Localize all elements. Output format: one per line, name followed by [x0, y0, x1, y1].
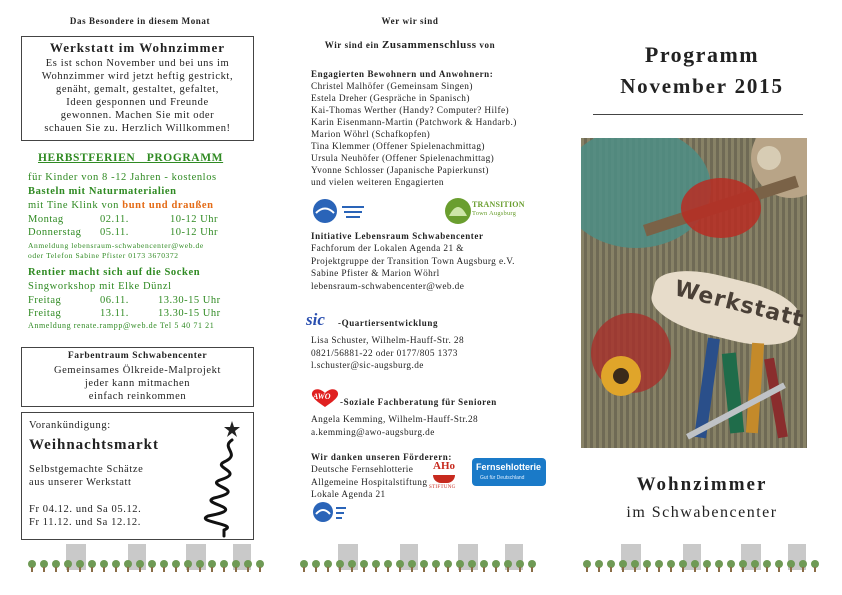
member-item: Yvonne Schlosser (Japanische Papierkunst) — [311, 166, 489, 176]
date-day: Donnerstag — [28, 227, 82, 238]
market-pre: Vorankündigung: — [29, 420, 111, 431]
tree-icon — [336, 560, 344, 572]
socks-date: 13.11. — [100, 308, 129, 319]
tree-icon — [220, 560, 228, 572]
member-item: Tina Klemmer (Offener Spielenachmittag) — [311, 142, 485, 152]
socks-time: 13.30-15 Uhr — [158, 308, 221, 319]
workshop-line: schauen Sie zu. Herzlich Willkommen! — [44, 123, 231, 134]
tree-icon — [751, 560, 759, 572]
tree-icon — [28, 560, 36, 572]
nature-date: 05.11. — [100, 227, 129, 238]
market-title: Weihnachtsmarkt — [29, 437, 160, 453]
sic-line: 0821/56881-22 oder 0177/805 1373 — [311, 348, 458, 359]
initiative-line: lebensraum-schwabencenter@web.de — [311, 281, 465, 292]
tree-icon — [739, 560, 747, 572]
workshop-line: Es ist schon November und bei uns im — [45, 58, 230, 69]
tree-icon — [655, 560, 663, 572]
tree-icon — [775, 560, 783, 572]
photo-flower-center — [613, 368, 629, 384]
member-item: Marion Wöhrl (Schafkopfen) — [311, 130, 431, 140]
nature-time: 10-12 Uhr — [170, 214, 218, 225]
tree-icon — [480, 560, 488, 572]
awo-logo: AWO — [313, 392, 331, 401]
awo-title: -Soziale Fachberatung für Senioren — [340, 397, 497, 407]
nature-highlight: bunt und draußen — [122, 200, 214, 211]
tree-icon — [715, 560, 723, 572]
aho-stiftung-logo — [427, 458, 461, 494]
panel1-header: Das Besondere in diesem Monat — [69, 16, 211, 26]
tree-icon — [432, 560, 440, 572]
intro-pre: Wir sind ein — [324, 40, 382, 50]
footer-subtitle: im Schwabencenter — [626, 504, 778, 521]
tree-icon — [112, 560, 120, 572]
nature-note: oder Telefon Sabine Pfister 0173 3670372 — [28, 251, 179, 260]
member-item: Estela Dreher (Gespräche in Spanisch) — [311, 94, 470, 104]
member-item: und vielen weiteren Engagierten — [311, 178, 444, 188]
photo-sign-text: Werkstatt — [671, 276, 807, 333]
tree-icon — [595, 560, 603, 572]
sponsors-list — [311, 464, 427, 502]
photo-red-yarn — [681, 178, 761, 238]
tree-icon — [444, 560, 452, 572]
awo-text — [311, 414, 478, 439]
tree-icon — [703, 560, 711, 572]
tree-icon — [811, 560, 819, 572]
sic-text — [311, 335, 464, 373]
awo-line: a.kemming@awo-augsburg.de — [311, 427, 435, 438]
tree-icon — [40, 560, 48, 572]
farbentraum-title: Farbentraum Schwabencenter — [67, 351, 208, 361]
lottery-logo-text: Fernsehlotterie — [476, 462, 542, 472]
aho-logo-text: AHo — [433, 460, 455, 472]
tree-icon — [124, 560, 132, 572]
market-line: Selbstgemachte Schätze — [29, 464, 144, 475]
sic-title: -Quartiersentwicklung — [338, 318, 439, 328]
tree-icon — [420, 560, 428, 572]
socks-date: 06.11. — [100, 295, 129, 306]
sic-logo: sic — [306, 310, 325, 329]
aho-logo-sub: STIFTUNG — [429, 485, 456, 490]
date-day: Montag — [28, 214, 64, 225]
tree-icon — [408, 560, 416, 572]
member-item: Kai-Thomas Werther (Handy? Computer? Hilfe) — [311, 106, 510, 116]
sic-line: l.schuster@sic-augsburg.de — [311, 361, 424, 371]
farbentraum-line: jeder kann mitmachen — [84, 378, 191, 389]
tree-icon — [160, 560, 168, 572]
tree-icon — [504, 560, 512, 572]
transition-logo-text: TRANSITION — [472, 200, 525, 209]
lottery-logo-sub: Gut für Deutschland — [480, 475, 525, 481]
tree-icon — [312, 560, 320, 572]
sponsor-item: Deutsche Fernsehlotterie — [311, 465, 414, 475]
tree-icon — [763, 560, 771, 572]
nature-note: Anmeldung lebensraum-schwabencenter@web.de — [28, 241, 204, 250]
panel2-header: Wer wir sind — [381, 16, 439, 26]
workshop-text — [21, 57, 254, 135]
tree-icon — [516, 560, 524, 572]
socks-note: Anmeldung renate.rampp@web.de Tel 5 40 71 21 — [28, 321, 215, 330]
holiday-subtitle: für Kinder von 8 -12 Jahren - kostenlos — [28, 172, 217, 183]
initiative-line: Sabine Pfister & Marion Wöhrl — [311, 269, 440, 279]
tree-icon — [468, 560, 476, 572]
tree-icon — [456, 560, 464, 572]
tree-icon — [88, 560, 96, 572]
intro-post: von — [476, 40, 496, 50]
socks-time: 13.30-15 Uhr — [158, 295, 221, 306]
sponsor-item: Lokale Agenda 21 — [311, 490, 386, 500]
socks-with: Singworkshop mit Elke Dünzl — [28, 281, 172, 292]
tree-icon — [196, 560, 204, 572]
christmas-tree-icon — [190, 418, 250, 538]
nature-with-text: mit Tine Klink von — [28, 200, 123, 211]
tree-icon — [492, 560, 500, 572]
tree-icon — [232, 560, 240, 572]
sponsor-item: Allgemeine Hospitalstiftung — [311, 477, 428, 488]
tree-icon — [52, 560, 60, 572]
workshop-line: Wohnzimmer wird jetzt heftig gestrickt, — [41, 71, 234, 82]
socks-day: Freitag — [28, 295, 62, 306]
group-title: Engagierten Bewohnern und Anwohnern: — [311, 69, 494, 79]
farbentraum-line: Gemeinsames Ölkreide-Malprojekt — [53, 365, 221, 376]
nature-date: 02.11. — [100, 214, 129, 225]
tree-icon — [324, 560, 332, 572]
member-item: Christel Malhöfer (Gemeinsam Singen) — [311, 82, 473, 92]
farbentraum-line: einfach reinkommen — [88, 391, 187, 402]
tree-icon — [76, 560, 84, 572]
tree-icon — [691, 560, 699, 572]
market-date: Fr 04.12. und Sa 05.12. — [29, 504, 142, 515]
market-line: aus unserer Werkstatt — [29, 477, 132, 488]
workshop-line: genäht, gemalt, gestaltet, gefaltet, — [55, 84, 219, 95]
initiative-text — [311, 243, 515, 293]
tree-icon — [360, 560, 368, 572]
tree-icon — [787, 560, 795, 572]
panel2-intro — [300, 39, 520, 51]
intro-bold: Zusammenschluss — [382, 39, 477, 51]
tree-icon — [727, 560, 735, 572]
tree-icon — [208, 560, 216, 572]
nature-with — [28, 200, 214, 211]
tree-icon — [372, 560, 380, 572]
awo-line: Angela Kemming, Wilhelm-Hauff-Str.28 — [311, 415, 479, 425]
workshop-photo — [581, 138, 807, 448]
nature-date-row — [28, 214, 64, 225]
tree-icon — [384, 560, 392, 572]
fernsehlotterie-logo — [472, 458, 546, 486]
initiative-line: Fachforum der Lokalen Agenda 21 & — [311, 244, 464, 254]
sic-line: Lisa Schuster, Wilhelm-Hauff-Str. 28 — [311, 336, 464, 346]
workshop-line: gewonnen. Machen Sie mit oder — [60, 110, 215, 121]
nature-date-row — [28, 227, 81, 238]
agenda21-logo-small — [312, 500, 348, 524]
tree-icon — [619, 560, 627, 572]
tree-icon — [643, 560, 651, 572]
tree-icon — [528, 560, 536, 572]
tree-icon — [799, 560, 807, 572]
tree-icon — [184, 560, 192, 572]
program-title: Programm — [644, 42, 760, 67]
members-list — [311, 81, 517, 189]
tree-icon — [244, 560, 252, 572]
tree-icon — [396, 560, 404, 572]
market-date: Fr 11.12. und Sa 12.12. — [29, 517, 141, 528]
title-divider — [593, 114, 803, 115]
holiday-title: HERBSTFERIEN PROGRAMM — [38, 152, 224, 164]
initiative-title: Initiative Lebensraum Schwabencenter — [311, 231, 484, 241]
program-month: November 2015 — [620, 74, 784, 98]
tree-icon — [256, 560, 264, 572]
tree-icon — [100, 560, 108, 572]
tree-icon — [583, 560, 591, 572]
socks-title: Rentier macht sich auf die Socken — [28, 267, 201, 278]
initiative-line: Projektgruppe der Transition Town Augsburg e.V. — [311, 256, 515, 267]
tree-icon — [348, 560, 356, 572]
workshop-line: Ideen gesponnen und Freunde — [66, 97, 209, 108]
transition-town-logo-icon — [443, 196, 473, 226]
tree-icon — [631, 560, 639, 572]
nature-time: 10-12 Uhr — [170, 227, 218, 238]
tree-icon — [679, 560, 687, 572]
tree-icon — [148, 560, 156, 572]
footer-title: Wohnzimmer — [636, 474, 768, 495]
tree-icon — [64, 560, 72, 572]
tree-icon — [667, 560, 675, 572]
tree-icon — [607, 560, 615, 572]
tree-icon — [172, 560, 180, 572]
transition-logo-sub: Town Augsburg — [472, 210, 517, 217]
agenda21-logo — [312, 198, 372, 224]
farbentraum-text — [21, 364, 254, 403]
member-item: Karin Eisenmann-Martin (Patchwork & Handarb.) — [311, 118, 517, 128]
tree-icon — [300, 560, 308, 572]
nature-title: Basteln mit Naturmaterialien — [28, 186, 177, 197]
socks-day: Freitag — [28, 308, 62, 319]
workshop-title: Werkstatt im Wohnzimmer — [49, 40, 226, 55]
member-item: Ursula Neuhöfer (Offener Spielenachmittag) — [311, 154, 495, 164]
aho-logo-shape — [433, 475, 455, 483]
tree-icon — [136, 560, 144, 572]
photo-yarn-small — [757, 146, 781, 170]
sponsors-title: Wir danken unseren Förderern: — [311, 452, 452, 462]
